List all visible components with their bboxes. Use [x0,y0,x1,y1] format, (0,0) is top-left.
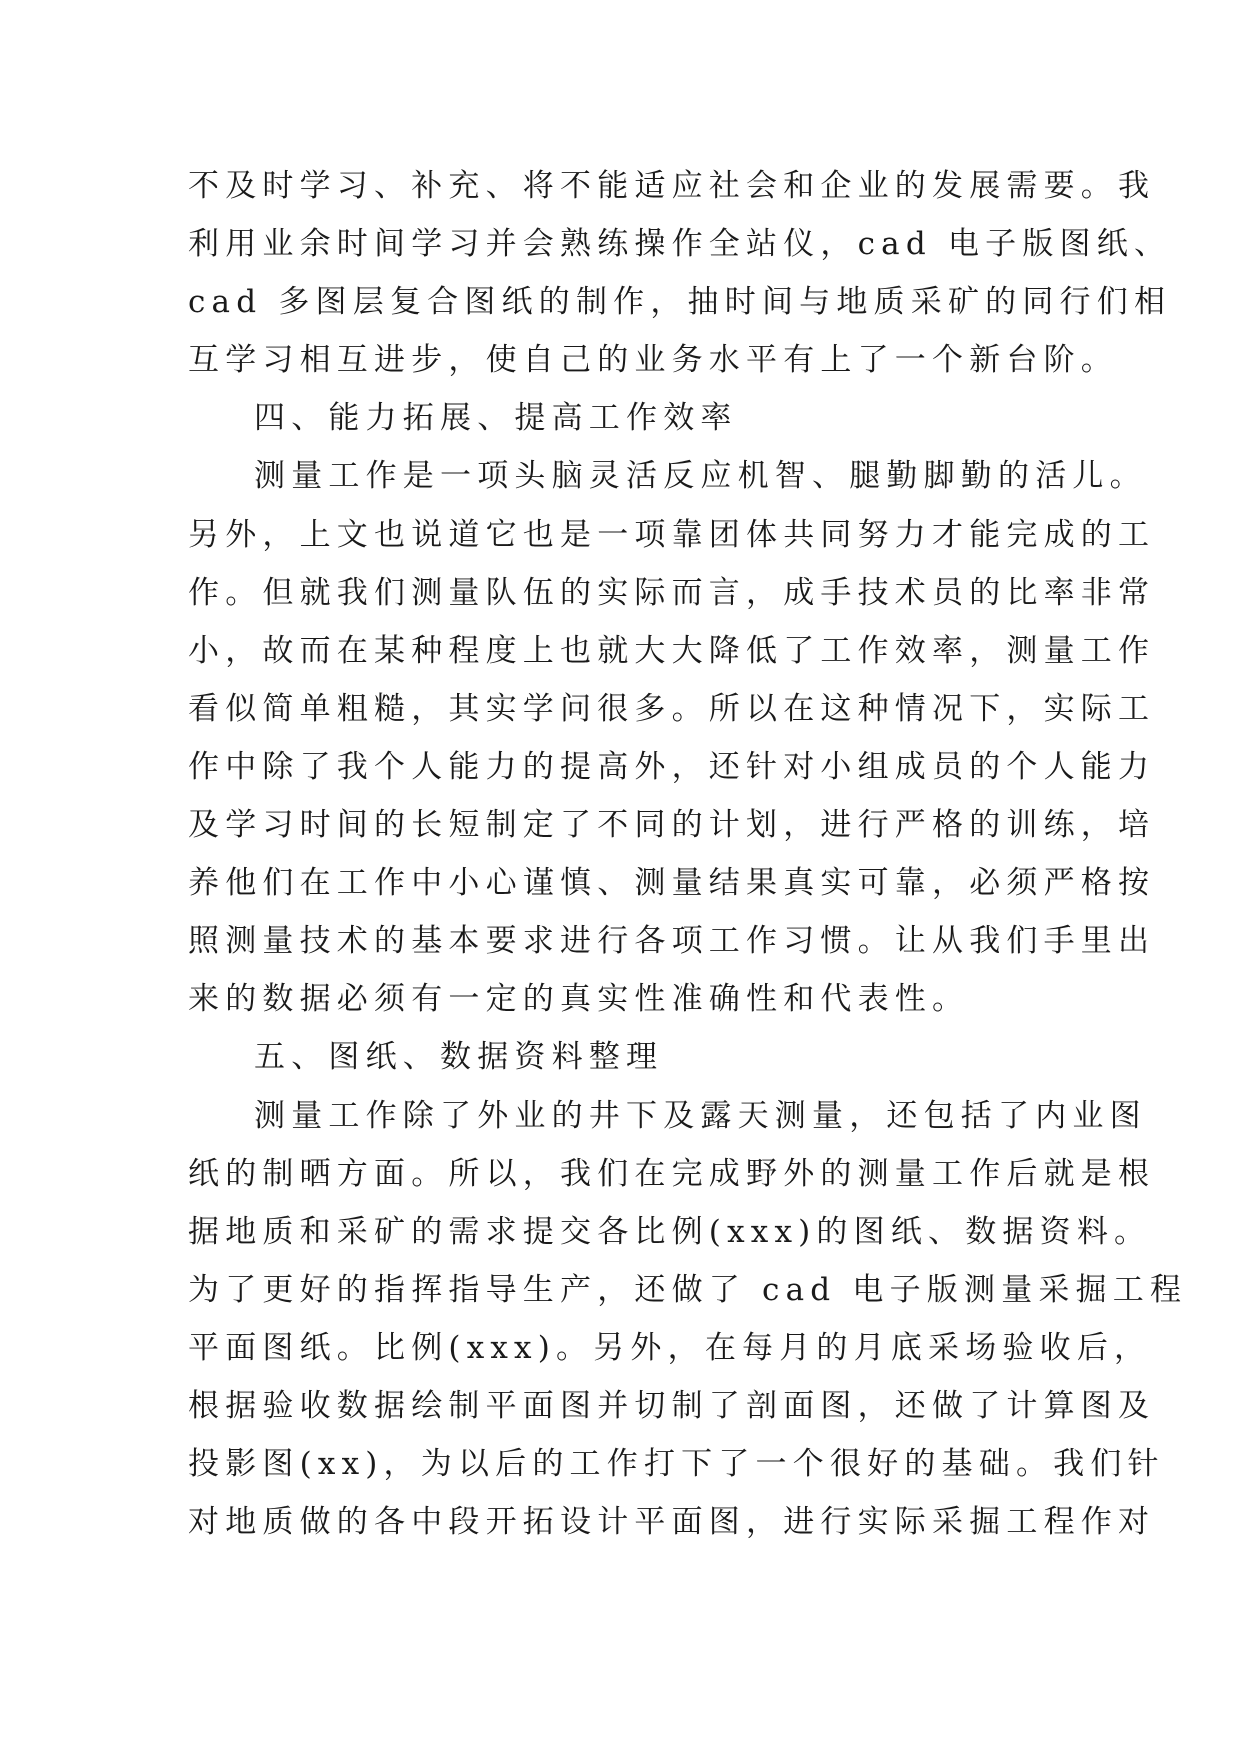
text-line: 据地质和采矿的需求提交各比例(xxx)的图纸、数据资料。 [188,1213,1152,1250]
text-line: 照测量技术的基本要求进行各项工作习惯。让从我们手里出 [188,923,1156,960]
text-line: cad 多图层复合图纸的制作，抽时间与地质采矿的同行们相 [188,284,1172,321]
text-line: 及学习时间的长短制定了不同的计划，进行严格的训练，培 [188,807,1156,844]
text-line: 平面图纸。比例(xxx)。另外，在每月的月底采场验收后， [188,1329,1152,1366]
text-line: 作中除了我个人能力的提高外，还针对小组成员的个人能力 [188,748,1156,785]
text-line: 纸的制晒方面。所以，我们在完成野外的测量工作后就是根 [188,1155,1156,1192]
text-line: 对地质做的各中段开拓设计平面图，进行实际采掘工程作对 [188,1504,1156,1541]
text-line: 养他们在工作中小心谨慎、测量结果真实可靠，必须严格按 [188,865,1156,902]
text-line: 看似简单粗糙，其实学问很多。所以在这种情况下，实际工 [188,690,1156,727]
text-line: 四、能力拓展、提高工作效率 [254,400,738,437]
text-line: 根据验收数据绘制平面图并切制了剖面图，还做了计算图及 [188,1387,1156,1424]
text-line: 小，故而在某种程度上也就大大降低了工作效率，测量工作 [188,632,1156,669]
text-line: 测量工作除了外业的井下及露天测量，还包括了内业图 [254,1097,1147,1134]
text-line: 来的数据必须有一定的真实性准确性和代表性。 [188,981,970,1018]
text-line: 测量工作是一项头脑灵活反应机智、腿勤脚勤的活儿。 [254,458,1147,495]
body-text [188,157,1188,1551]
text-line: 不及时学习、补充、将不能适应社会和企业的发展需要。我 [188,168,1156,204]
text-line: 五、图纸、数据资料整理 [254,1039,664,1076]
text-line: 为了更好的指挥指导生产，还做了 cad 电子版测量采掘工程 [188,1271,1188,1308]
text-line: 作。但就我们测量队伍的实际而言，成手技术员的比率非常 [188,574,1156,611]
text-line: 另外，上文也说道它也是一项靠团体共同努力才能完成的工 [188,516,1156,553]
text-line: 投影图(xx)，为以后的工作打下了一个很好的基础。我们针 [188,1446,1165,1483]
text-line: 利用业余时间学习并会熟练操作全站仪，cad 电子版图纸、 [188,226,1172,263]
text-line: 互学习相互进步，使自己的业务水平有上了一个新台阶。 [188,342,1118,379]
